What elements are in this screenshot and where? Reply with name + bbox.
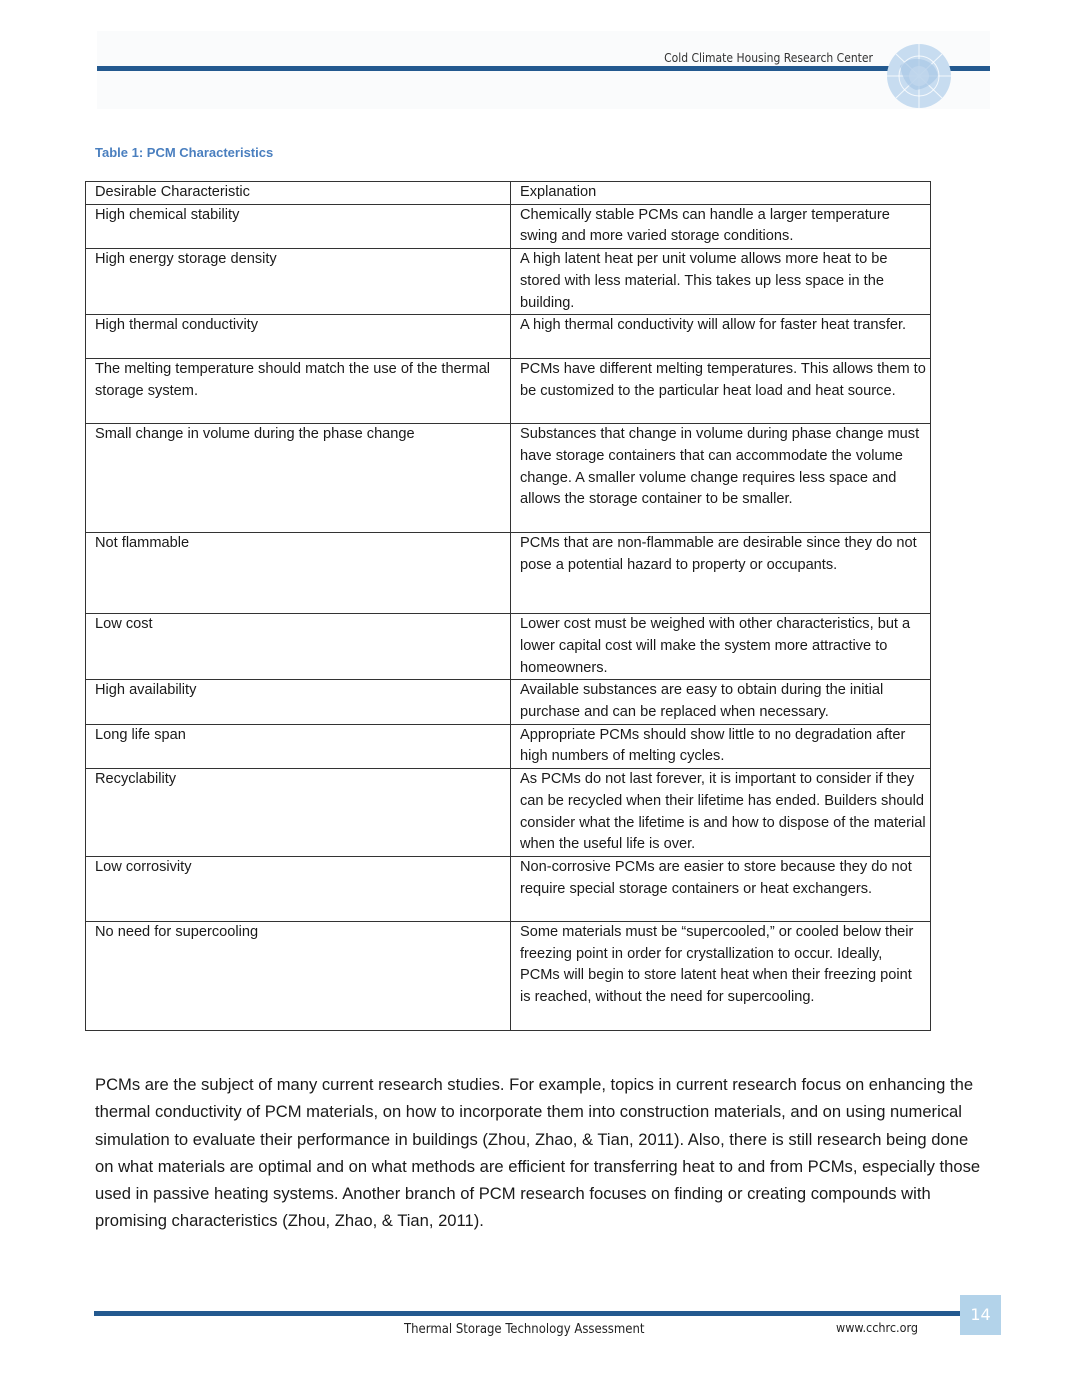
explanation-cell: Lower cost must be weighed with other characteristics, but a lower capital cost will make the system more attractive to homeowners.	[511, 614, 931, 680]
characteristic-cell: Small change in volume during the phase change	[86, 424, 511, 533]
characteristic-cell: Low cost	[86, 614, 511, 680]
explanation-cell: Chemically stable PCMs can handle a larger temperature swing and more varied storage conditions.	[511, 204, 931, 248]
explanation-cell: Available substances are easy to obtain during the initial purchase and can be replaced when necessary.	[511, 680, 931, 724]
characteristic-cell: Not flammable	[86, 533, 511, 614]
table-row	[86, 533, 931, 614]
explanation-cell: Substances that change in volume during phase change must have storage containers that can accommodate the volume change. A smaller volume change requires less space and allows the storage container to be smaller.	[511, 424, 931, 533]
table-row	[86, 424, 931, 533]
characteristic-cell: High energy storage density	[86, 249, 511, 315]
column-header-characteristic: Desirable Characteristic	[86, 182, 511, 205]
characteristic-cell: High availability	[86, 680, 511, 724]
table-row	[86, 359, 931, 424]
header-organization: Cold Climate Housing Research Center	[664, 51, 873, 65]
explanation-cell: Non-corrosive PCMs are easier to store because they do not require special storage containers or heat exchangers.	[511, 856, 931, 921]
characteristic-cell: Recyclability	[86, 769, 511, 857]
body-paragraph: PCMs are the subject of many current research studies. For example, topics in current research focus on enhancing the thermal conductivity of PCM materials, on how to incorporate them into construction materials, and on using numerical simulation to evaluate their performance in buildings (Zhou, Zhao, & Tian, 2011). Also, there is still research being done on what materials are optimal and on what methods are efficient for transferring heat to and from PCMs, especially those used in passive heating systems. Another branch of PCM research focuses on finding or creating compounds with promising characteristics (Zhou, Zhao, & Tian, 2011).	[95, 1075, 981, 1231]
footer-rule	[94, 1311, 960, 1316]
explanation-cell: Appropriate PCMs should show little to no degradation after high numbers of melting cycles.	[511, 724, 931, 768]
globe-icon	[880, 36, 958, 110]
footer-document-title: Thermal Storage Technology Assessment	[404, 1322, 645, 1337]
characteristic-cell: High thermal conductivity	[86, 315, 511, 359]
characteristic-cell: Low corrosivity	[86, 856, 511, 921]
explanation-cell: PCMs have different melting temperatures. This allows them to be customized to the particular heat load and heat source.	[511, 359, 931, 424]
table-header-row	[86, 182, 931, 205]
pcm-characteristics-table	[85, 181, 931, 1031]
explanation-cell: A high thermal conductivity will allow for faster heat transfer.	[511, 315, 931, 359]
table-row	[86, 315, 931, 359]
table-row	[86, 724, 931, 768]
column-header-explanation: Explanation	[511, 182, 931, 205]
table-caption: Table 1: PCM Characteristics	[95, 145, 274, 160]
table-row	[86, 769, 931, 857]
explanation-cell: A high latent heat per unit volume allows more heat to be stored with less material. This takes up less space in the building.	[511, 249, 931, 315]
page-number: 14	[960, 1295, 1001, 1335]
explanation-cell: As PCMs do not last forever, it is important to consider if they can be recycled when their lifetime has ended. Builders should consider what the lifetime is and how to dispose of the material when the useful life is over.	[511, 769, 931, 857]
characteristic-cell: The melting temperature should match the use of the thermal storage system.	[86, 359, 511, 424]
explanation-cell: Some materials must be “supercooled,” or cooled below their freezing point in order for crystallization to occur. Ideally, PCMs will begin to store latent heat when their freezing point is reached, without the need for supercooling.	[511, 921, 931, 1030]
table-row	[86, 249, 931, 315]
characteristic-cell: No need for supercooling	[86, 921, 511, 1030]
table-row	[86, 680, 931, 724]
footer-website-link[interactable]: www.cchrc.org	[836, 1320, 919, 1335]
table-row	[86, 921, 931, 1030]
header-rule	[97, 66, 990, 71]
table-row	[86, 856, 931, 921]
table-row	[86, 204, 931, 248]
explanation-cell: PCMs that are non-flammable are desirable since they do not pose a potential hazard to property or occupants.	[511, 533, 931, 614]
characteristic-cell: High chemical stability	[86, 204, 511, 248]
table-row	[86, 614, 931, 680]
characteristic-cell: Long life span	[86, 724, 511, 768]
